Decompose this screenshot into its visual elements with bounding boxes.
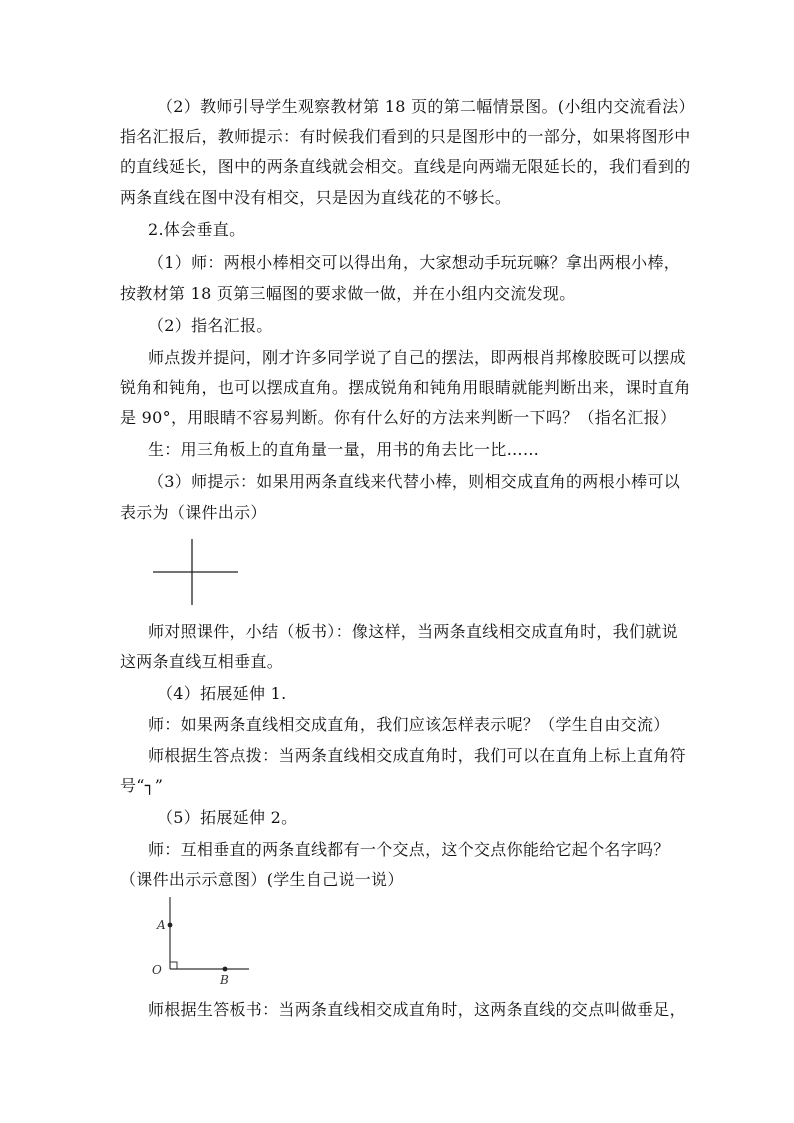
text-line: 2.体会垂直。 xyxy=(148,220,246,239)
right-angle-mark xyxy=(170,962,177,969)
text-line: 按教材第 18 页第三幅图的要求做一做，并在小组内交流发现。 xyxy=(120,284,576,303)
label-o: O xyxy=(152,963,162,977)
text-line: （2）教师引导学生观察教材第 18 页的第二幅情景图。(小组内交流看法） xyxy=(157,97,695,116)
point-b xyxy=(223,967,228,972)
text-line: 的直线延长，图中的两条直线就会相交。直线是向两端无限延长的，我们看到的 xyxy=(120,157,691,176)
label-b: B xyxy=(220,973,229,987)
text-line: （4）拓展延伸 1. xyxy=(157,684,287,703)
perpendicular-lines-figure xyxy=(150,537,242,607)
label-a: A xyxy=(157,918,166,932)
text-line: 表示为（课件出示） xyxy=(120,503,267,522)
text-line: 生：用三角板上的直角量一量，用书的角去比一比…… xyxy=(148,440,540,459)
text-line: 师根据生答板书：当两条直线相交成直角时，这两条直线的交点叫做垂足， xyxy=(148,1000,686,1019)
point-a xyxy=(168,923,173,928)
text-line: 是 90°，用眼睛不容易判断。你有什么好的方法来判断一下吗？（指名汇报） xyxy=(120,408,677,427)
text-line: 师对照课件，小结（板书）：像这样，当两条直线相交成直角时，我们就说 xyxy=(148,622,678,641)
text-line: 师：互相垂直的两条直线都有一个交点，这个交点你能给它起个名字吗？ xyxy=(148,840,670,859)
text-line: 这两条直线互相垂直。 xyxy=(120,652,284,671)
text-line: （2）指名汇报。 xyxy=(148,316,273,335)
text-line: （课件出示示意图）(学生自己说一说） xyxy=(120,870,404,889)
text-line: 两条直线在图中没有相交，只是因为直线花的不够长。 xyxy=(120,188,512,207)
text-line: 师根据生答点拨：当两条直线相交成直角时，我们可以在直角上标上直角符 xyxy=(148,746,686,765)
text-line: （1）师：两根小棒相交可以得出角，大家想动手玩玩嘛？拿出两根小棒， xyxy=(148,253,681,272)
text-line: 师：如果两条直线相交成直角，我们应该怎样表示呢？（学生自由交流） xyxy=(148,715,670,734)
text-line: （3）师提示：如果用两条直线来代替小棒，则相交成直角的两根小棒可以 xyxy=(148,472,681,491)
text-line: 师点拨并提问，刚才许多同学说了自己的摆法，即两根肖邦橡胶既可以摆成 xyxy=(148,348,686,367)
text-line: 锐角和钝角，也可以摆成直角。摆成锐角和钝角用眼睛就能判断出来，课时直角 xyxy=(120,378,691,397)
text-line: （5）拓展延伸 2。 xyxy=(157,808,298,827)
text-line: 号“┐” xyxy=(120,776,164,795)
text-line: 指名汇报后，教师提示：有时候我们看到的只是图形中的一部分，如果将图形中 xyxy=(120,127,691,146)
perpendicular-foot-figure xyxy=(148,895,253,987)
